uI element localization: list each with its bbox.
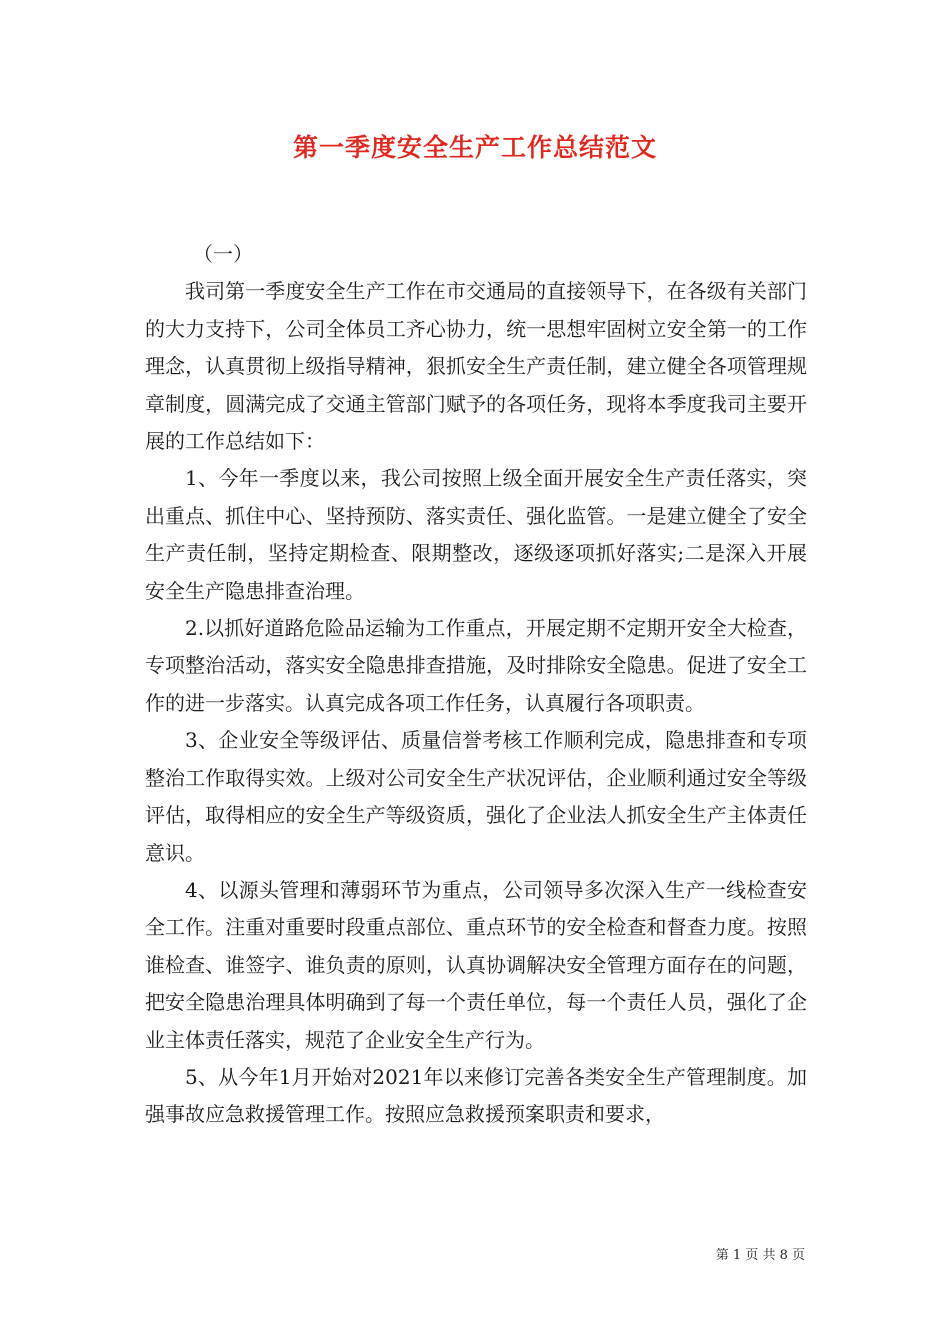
paragraph-item-5: 5、从今年1月开始对2021年以来修订完善各类安全生产管理制度。加强事故应急救援管理工作。按照应急救援预案职责和要求， xyxy=(145,1064,807,1127)
document-title: 第一季度安全生产工作总结范文 xyxy=(292,133,657,162)
paragraph-item-4: 4、以源头管理和薄弱环节为重点，公司领导多次深入生产一线检查安全工作。注重对重要时段重点部位、重点环节的安全检查和督查力度。按照谁检查、谁签字、谁负责的原则，认真协调解决安全管理方面存在的问题，把安全隐患治理具体明确到了每一个责任单位，每一个责任人员，强化了企业主体责任落实，规范了企业安全生产行为。 xyxy=(145,877,807,1052)
paragraph-intro: 我司第一季度安全生产工作在市交通局的直接领导下，在各级有关部门的大力支持下，公司全体员工齐心协力，统一思想牢固树立安全第一的工作理念，认真贯彻上级指导精神，狠抓安全生产责任制，建立健全各项管理规章制度，圆满完成了交通主管部门赋予的各项任务，现将本季度我司主要开展的工作总结如下： xyxy=(145,279,807,454)
paragraph-item-3: 3、企业安全等级评估、质量信誉考核工作顺利完成，隐患排查和专项整治工作取得实效。上级对公司安全生产状况评估，企业顺利通过安全等级评估，取得相应的安全生产等级资质，强化了企业法人抓安全生产主体责任意识。 xyxy=(145,728,807,865)
document-body xyxy=(145,236,807,1134)
section-marker: （一） xyxy=(193,242,253,266)
page-number-footer: 第 1 页 共 8 页 xyxy=(715,1248,805,1263)
paragraph-item-1: 1、今年一季度以来，我公司按照上级全面开展安全生产责任落实，突出重点、抓住中心、坚持预防、落实责任、强化监管。一是建立健全了安全生产责任制，坚持定期检查、限期整改，逐级逐项抓好落实;二是深入开展安全生产隐患排查治理。 xyxy=(145,466,807,603)
paragraph-item-2: 2.以抓好道路危险品运输为工作重点，开展定期不定期开安全大检查，专项整治活动，落实安全隐患排查措施，及时排除安全隐患。促进了安全工作的进一步落实。认真完成各项工作任务，认真履行各项职责。 xyxy=(145,616,807,715)
